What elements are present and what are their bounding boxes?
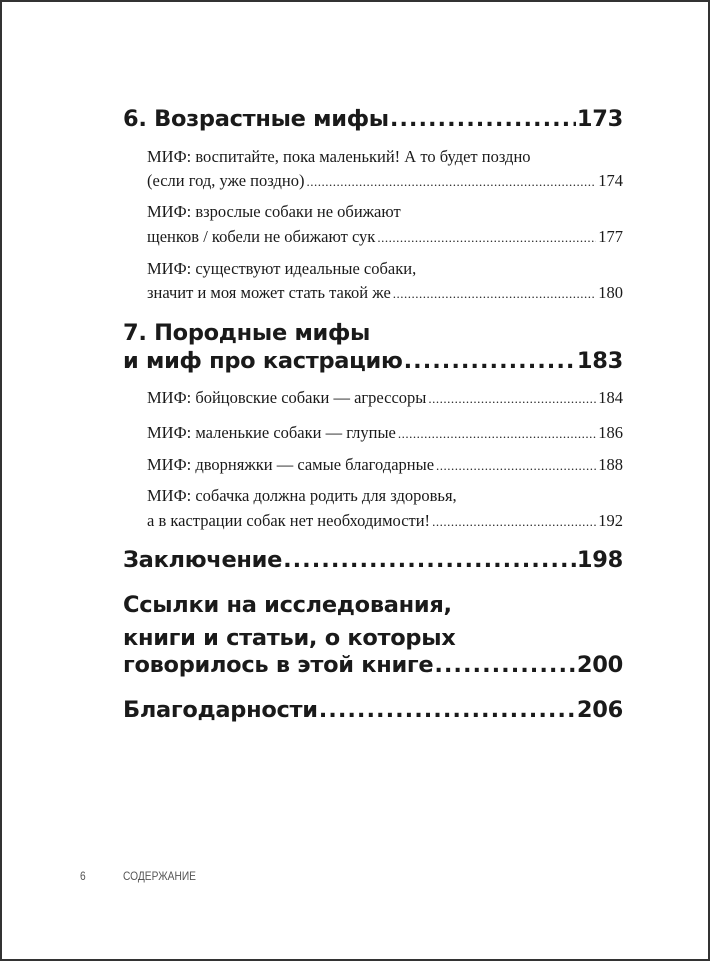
toc-item[interactable]	[147, 388, 623, 408]
toc-item[interactable]	[147, 455, 623, 475]
leader-dots	[377, 227, 596, 247]
toc-page: 206	[576, 697, 623, 723]
leader-dots	[283, 547, 576, 573]
toc-title: щенков / кобели не обижают сук	[147, 227, 376, 246]
leader-dots	[398, 423, 596, 443]
toc-references[interactable]	[123, 652, 623, 678]
toc-chapter-line: книги и статьи, о которых	[123, 625, 456, 651]
leader-dots	[436, 455, 596, 475]
toc-page: 192	[598, 511, 623, 530]
toc-item[interactable]	[147, 227, 623, 247]
leader-dots	[393, 283, 596, 303]
toc-title: Благодарности	[123, 697, 318, 723]
leader-dots	[428, 388, 596, 408]
toc-chapter-6[interactable]	[123, 106, 623, 132]
toc-title: и миф про кастрацию	[123, 348, 403, 374]
footer-section-title: СОДЕРЖАНИЕ	[123, 869, 196, 883]
toc-conclusion[interactable]	[123, 547, 623, 573]
toc-title: МИФ: бойцовские собаки — агрессоры	[147, 388, 427, 407]
toc-chapter-7[interactable]	[123, 348, 623, 374]
toc-page: 177	[598, 227, 623, 246]
toc-item-line: МИФ: существуют идеальные собаки,	[147, 259, 417, 278]
leader-dots	[390, 106, 576, 132]
toc-item-line: МИФ: воспитайте, пока маленький! А то будет поздно	[147, 147, 531, 166]
toc-page: 186	[598, 423, 623, 442]
toc-title: Заключение	[123, 547, 283, 573]
toc-title: МИФ: маленькие собаки — глупые	[147, 423, 396, 442]
toc-title: а в кастрации собак нет необходимости!	[147, 511, 431, 530]
toc-item[interactable]	[147, 171, 623, 191]
toc-chapter-line: Ссылки на исследования,	[123, 592, 452, 618]
leader-dots	[404, 348, 576, 374]
toc-title: 6. Возрастные мифы	[123, 106, 389, 132]
toc-item[interactable]	[147, 423, 623, 443]
toc-item[interactable]	[147, 511, 623, 531]
toc-item-line: МИФ: взрослые собаки не обижают	[147, 202, 401, 221]
leader-dots	[306, 171, 596, 191]
toc-page: 183	[576, 348, 623, 374]
toc-page: 173	[576, 106, 623, 132]
toc-title: МИФ: дворняжки — самые благодарные	[147, 455, 435, 474]
toc-page: 174	[598, 171, 623, 190]
toc-page: 184	[598, 388, 623, 407]
toc-chapter-line: 7. Породные мифы	[123, 320, 371, 346]
toc-page: 200	[576, 652, 623, 678]
toc-page: 180	[598, 283, 623, 302]
toc-thanks[interactable]	[123, 697, 623, 723]
toc-title: говорилось в этой книге	[123, 652, 434, 678]
toc-title: (если год, уже поздно)	[147, 171, 305, 190]
toc-item-line: МИФ: собачка должна родить для здоровья,	[147, 486, 457, 505]
leader-dots	[432, 511, 596, 531]
footer-page-number: 6	[80, 869, 86, 883]
toc-page: 198	[576, 547, 623, 573]
toc-page: 188	[598, 455, 623, 474]
leader-dots	[319, 697, 576, 723]
toc-title: значит и моя может стать такой же	[147, 283, 391, 302]
leader-dots	[434, 652, 576, 678]
toc-item[interactable]	[147, 283, 623, 303]
